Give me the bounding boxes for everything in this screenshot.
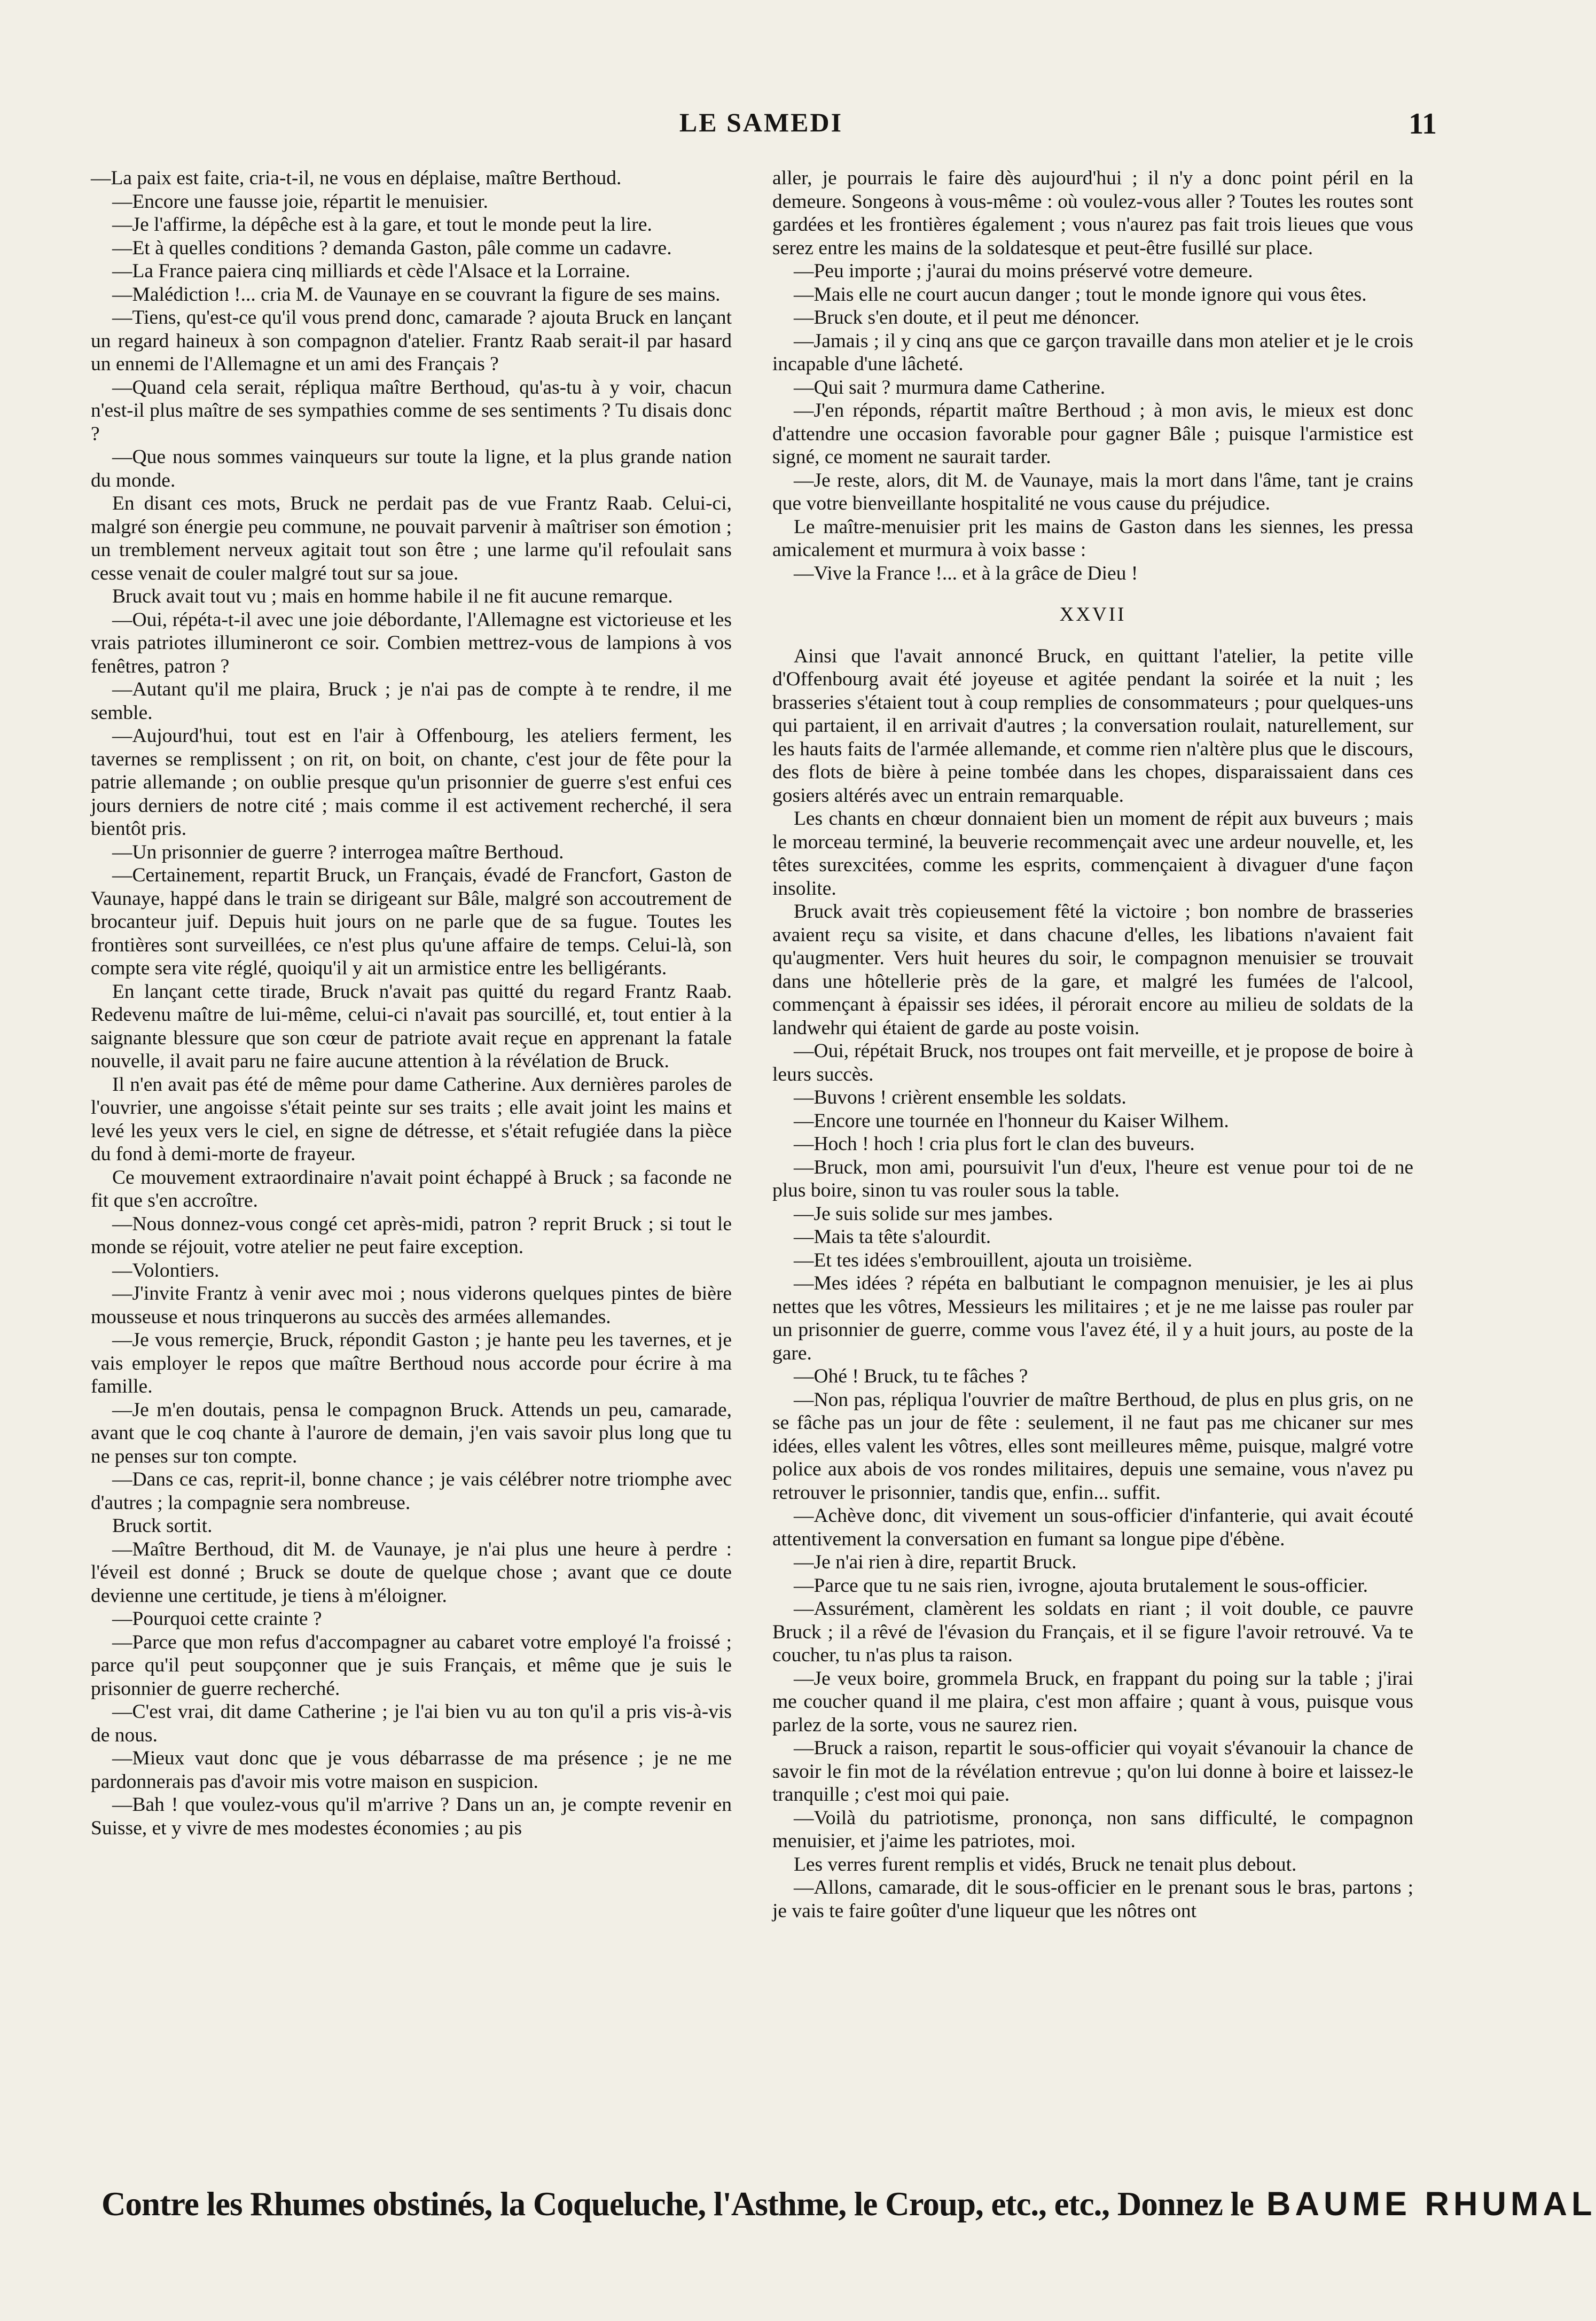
paragraph: —Je l'affirme, la dépêche est à la gare, et tout le monde peut la lire. — [112, 214, 652, 236]
paragraph: —Bruck, mon ami, poursuivit l'un d'eux, l'heure est venue pour toi de ne plus boire, sinon tu vas rouler sous la table. — [772, 1156, 1413, 1201]
paragraph: —Peu importe ; j'aurai du moins préservé votre demeure. — [794, 260, 1253, 282]
paragraph: —Pourquoi cette crainte ? — [112, 1608, 322, 1630]
paragraph: —Quand cela serait, répliqua maître Berthoud, qu'as-tu à y voir, chacun n'est-il plus maître de ses sympathies comme de ses sentiments ? Tu disais donc ? — [91, 376, 732, 445]
paragraph: —Je veux boire, grommela Bruck, en frappant du poing sur la table ; j'irai me coucher quand il me plaira, c'est mon affaire ; quant à vous, puisque vous parlez de la sorte, vous ne saurez rien. — [772, 1667, 1413, 1736]
paragraph: —Hoch ! hoch ! cria plus fort le clan des buveurs. — [794, 1133, 1195, 1155]
paragraph: —Je reste, alors, dit M. de Vaunaye, mais la mort dans l'âme, tant je crains que votre bienveillante hospitalité ne vous cause du préjudice. — [772, 469, 1413, 514]
left-column — [91, 167, 732, 2111]
paragraph: —Encore une fausse joie, répartit le menuisier. — [112, 190, 488, 213]
paragraph: —Je m'en doutais, pensa le compagnon Bruck. Attends un peu, camarade, avant que le coq chante à l'aurore de demain, j'en vais savoir plus long que tu ne penses sur ton compte. — [91, 1398, 732, 1467]
advertisement-text: Contre les Rhumes obstinés, la Coqueluche, l'Asthme, le Croup, etc., etc., Donnez le — [101, 2185, 1254, 2223]
paragraph: —Autant qu'il me plaira, Bruck ; je n'ai pas de compte à te rendre, il me semble. — [91, 678, 732, 724]
paragraph: —La paix est faite, cria-t-il, ne vous en déplaise, maître Berthoud. — [91, 167, 622, 189]
paragraph: —Que nous sommes vainqueurs sur toute la ligne, et la plus grande nation du monde. — [91, 446, 732, 491]
paragraph: —Parce que mon refus d'accompagner au cabaret votre employé l'a froissé ; parce qu'il peut soupçonner que je suis Français, et même que je suis le prisonnier de guerre recherché. — [91, 1631, 732, 1700]
publication-title: LE SAMEDI — [679, 107, 843, 137]
paragraph: Ainsi que l'avait annoncé Bruck, en quittant l'atelier, la petite ville d'Offenbourg avait été joyeuse et agitée pendant la soirée et la nuit ; les brasseries s'étaient tout à coup remplies de consommateurs ; pour quelques-uns qui partaient, il en arrivait d'autres ; la conversation roulait, naturellement, sur les hauts faits de l'armée allemande, et comme rien n'altère plus que le discours, des flots de bière à peine tombée dans les chopes, disparaissaient dans ces gosiers altérés avec un entrain remarquable. — [772, 645, 1413, 807]
page-header — [85, 107, 1437, 150]
paragraph: Bruck avait très copieusement fêté la victoire ; bon nombre de brasseries avaient reçu sa visite, et dans chacune d'elles, les libations n'avaient fait qu'augmenter. Vers huit heures du soir, le compagnon menuisier se trouvait dans une hôtellerie près de la gare, et malgré les fumées de l'alcool, commençant à épaissir ses idées, il pérorait encore au milieu de soldats de la landwehr qui étaient de garde au poste voisin. — [772, 901, 1413, 1039]
paragraph: —Bah ! que voulez-vous qu'il m'arrive ? Dans un an, je compte revenir en Suisse, et y vivre de mes modestes économies ; au pis — [91, 1794, 732, 1839]
paragraph: Les verres furent remplis et vidés, Bruck ne tenait plus debout. — [794, 1853, 1297, 1875]
right-column-section-two — [772, 645, 1413, 1923]
paragraph: —Et à quelles conditions ? demanda Gaston, pâle comme un cadavre. — [112, 237, 672, 259]
page-number: 11 — [1409, 107, 1437, 140]
paragraph: —Certainement, repartit Bruck, un Français, évadé de Francfort, Gaston de Vaunaye, happé dans le train se dirigeant sur Bâle, malgré son accoutrement de brocanteur juif. Depuis huit jours on ne parle que de sa fugue. Toutes les frontières sont surveillées, ce n'est plus qu'une affaire de temps. Celui-là, son compte sera vite réglé, quoiqu'il y ait un armistice entre les belligérants. — [91, 864, 732, 979]
paragraph: Les chants en chœur donnaient bien un moment de répit aux buveurs ; mais le morceau terminé, la beuverie recommençait avec une ardeur nouvelle, et, les têtes surexcitées, comme les esprits, commençaient à divaguer d'une façon insolite. — [772, 808, 1413, 900]
chapter-heading: XXVII — [1059, 604, 1126, 626]
paragraph: —Oui, répéta-t-il avec une joie débordante, l'Allemagne est victorieuse et les vrais patriotes illumineront ce soir. Combien mettrez-vous de lampions à vos fenêtres, patron ? — [91, 608, 732, 677]
paragraph: —Vive la France !... et à la grâce de Dieu ! — [794, 562, 1138, 584]
paragraph: —Et tes idées s'embrouillent, ajouta un troisième. — [794, 1249, 1193, 1271]
paragraph: —Jamais ; il y cinq ans que ce garçon travaille dans mon atelier et je le crois incapable d'une lâcheté. — [772, 330, 1413, 375]
paragraph: —Mes idées ? répéta en balbutiant le compagnon menuisier, je les ai plus nettes que les vôtres, Messieurs les militaires ; et je ne me laisse pas rouler par un prisonnier de guerre, comme vous l'avez été, il y a huit jours, au poste de la gare. — [772, 1272, 1413, 1364]
paragraph: —Je n'ai rien à dire, repartit Bruck. — [794, 1551, 1077, 1573]
paragraph: —Qui sait ? murmura dame Catherine. — [794, 376, 1106, 398]
paragraph: —Aujourd'hui, tout est en l'air à Offenbourg, les ateliers ferment, les tavernes se remplissent ; on rit, on boit, on chante, c'est jour de fête pour la patrie allemande ; on oublie presque qu'un prisonnier de guerre s'est enfui ces jours derniers de notre cité ; mais comme il est activement recherché, il sera bientôt pris. — [91, 725, 732, 840]
paragraph: —Nous donnez-vous congé cet après-midi, patron ? reprit Bruck ; si tout le monde se réjouit, votre atelier ne peut faire exception. — [91, 1213, 732, 1258]
paragraph: aller, je pourrais le faire dès aujourd'hui ; il n'y a donc point péril en la demeure. Songeons à vous-même : où voulez-vous aller ? Toutes les routes sont gardées et les frontières également ; vous n'aurez pas fait trois lieues que vous serez entre les mains de la soldatesque et peut-être fusillé sur place. — [772, 167, 1413, 259]
paragraph: —Bruck s'en doute, et il peut me dénoncer. — [794, 307, 1140, 329]
paragraph: —Malédiction !... cria M. de Vaunaye en se couvrant la figure de ses mains. — [112, 283, 721, 306]
paragraph: —J'en réponds, répartit maître Berthoud ; à mon avis, le mieux est donc d'attendre une occasion favorable pour gagner Bâle ; puisque l'armistice est signé, ce moment ne saurait tarder. — [772, 400, 1413, 468]
paragraph: Il n'en avait pas été de même pour dame Catherine. Aux dernières paroles de l'ouvrier, une angoisse s'était peinte sur ses traits ; elle avait joint les mains et levé les yeux vers le ciel, en signe de détresse, et s'était refugiée dans la pièce du fond à demi-morte de frayeur. — [91, 1073, 732, 1165]
paragraph: —Je vous remerçie, Bruck, répondit Gaston ; je hante peu les tavernes, et je vais employer le repos que maître Berthoud nous accorde pour écrire à ma famille. — [91, 1329, 732, 1397]
paragraph: Bruck sortit. — [112, 1515, 213, 1537]
paragraph: —Allons, camarade, dit le sous-officier en le prenant sous le bras, partons ; je vais te faire goûter d'une liqueur que les nôtres ont — [772, 1877, 1413, 1922]
paragraph: —J'invite Frantz à venir avec moi ; nous viderons quelques pintes de bière mousseuse et nous trinquerons au succès des armées allemandes. — [91, 1283, 732, 1328]
advertisement-brand: BAUME RHUMAL — [1266, 2185, 1596, 2223]
paragraph: —Assurément, clamèrent les soldats en riant ; il voit double, ce pauvre Bruck ; il a rêvé de l'évasion du Français, et il se figure l'avoir retrouvé. Va te coucher, tu n'as plus ta raison. — [772, 1598, 1413, 1666]
paragraph: Bruck avait tout vu ; mais en homme habile il ne fit aucune remarque. — [112, 585, 673, 607]
paragraph: —C'est vrai, dit dame Catherine ; je l'ai bien vu au ton qu'il a pris vis-à-vis de nous. — [91, 1701, 732, 1746]
paragraph: —Mieux vaut donc que je vous débarrasse de ma présence ; je ne me pardonnerais pas d'avoir mis votre maison en suspicion. — [91, 1747, 732, 1793]
paragraph: —Achève donc, dit vivement un sous-officier d'infanterie, qui avait écouté attentivement la conversation en fumant sa longue pipe d'ébène. — [772, 1505, 1413, 1550]
paragraph: —Je suis solide sur mes jambes. — [794, 1202, 1053, 1225]
paragraph: En disant ces mots, Bruck ne perdait pas de vue Frantz Raab. Celui-ci, malgré son énergie peu commune, ne pouvait parvenir à maîtriser son émotion ; un tremblement nerveux agitait tout son être ; une larme qu'il refoulait sans cesse venait de couler malgré tout sur sa joue. — [91, 493, 732, 584]
paragraph: —Bruck a raison, repartit le sous-officier qui voyait s'évanouir la chance de savoir le fin mot de la révélation entrevue ; qu'on lui donne à boire et laissez-le tranquille ; c'est moi qui paie. — [772, 1737, 1413, 1806]
paragraph: En lançant cette tirade, Bruck n'avait pas quitté du regard Frantz Raab. Redevenu maître de lui-même, celui-ci n'avait pas sourcillé, et, tout entier à la saignante blessure que son cœur de patriote avait reçue en apprenant la fatale nouvelle, il avait paru ne faire aucune attention à la révélation de Bruck. — [91, 980, 732, 1072]
paragraph: —Mais ta tête s'alourdit. — [794, 1226, 991, 1248]
right-column — [772, 167, 1413, 2111]
paragraph: —Tiens, qu'est-ce qu'il vous prend donc, camarade ? ajouta Bruck en lançant un regard haineux à son compagnon d'atelier. Frantz Raab serait-il par hasard un ennemi de l'Allemagne et un ami des Français ? — [91, 307, 732, 375]
paragraph: —Buvons ! crièrent ensemble les soldats. — [794, 1087, 1126, 1108]
paragraph: —Dans ce cas, reprit-il, bonne chance ; je vais célébrer notre triomphe avec d'autres ; la compagnie sera nombreuse. — [91, 1468, 732, 1514]
paragraph: —Oui, répétait Bruck, nos troupes ont fait merveille, et je propose de boire à leurs succès. — [772, 1040, 1413, 1085]
paragraph: —Voilà du patriotisme, prononça, non sans difficulté, le compagnon menuisier, et j'aime les patriotes, moi. — [772, 1807, 1413, 1852]
paragraph: Le maître-menuisier prit les mains de Gaston dans les siennes, les pressa amicalement et murmura à voix basse : — [772, 515, 1413, 561]
paragraph: —Encore une tournée en l'honneur du Kaiser Wilhem. — [794, 1109, 1229, 1132]
paragraph: —Volontiers. — [112, 1259, 220, 1281]
paragraph: —Mais elle ne court aucun danger ; tout le monde ignore qui vous êtes. — [794, 283, 1367, 306]
paragraph: —Ohé ! Bruck, tu te fâches ? — [794, 1365, 1028, 1387]
paragraph: —Non pas, répliqua l'ouvrier de maître Berthoud, de plus en plus gris, on ne se fâche pas un jour de fête : seulement, il ne faut pas me chicaner sur mes idées, elles valent les vôtres, elles sont meilleures même, puisque, malgré votre police aux abois de vos rondes militaires, depuis une semaine, vous n'avez pu retrouver le prisonnier, tandis que, enfin... suffit. — [772, 1388, 1413, 1504]
paragraph: —Parce que tu ne sais rien, ivrogne, ajouta brutalement le sous-officier. — [794, 1574, 1368, 1597]
paragraph: —Maître Berthoud, dit M. de Vaunaye, je n'ai plus une heure à perdre : l'éveil est donné ; Bruck se doute de quelque chose ; avant que ce doute devienne une certitude, je tiens à m'éloigner. — [91, 1538, 732, 1607]
paragraph: Ce mouvement extraordinaire n'avait point échappé à Bruck ; sa faconde ne fit que s'en accroître. — [91, 1166, 732, 1212]
right-column-section-one — [772, 167, 1413, 585]
paragraph: —La France paiera cinq milliards et cède l'Alsace et la Lorraine. — [112, 260, 630, 282]
paragraph: —Un prisonnier de guerre ? interrogea maître Berthoud. — [112, 841, 564, 863]
advertisement-banner — [101, 2185, 1596, 2233]
